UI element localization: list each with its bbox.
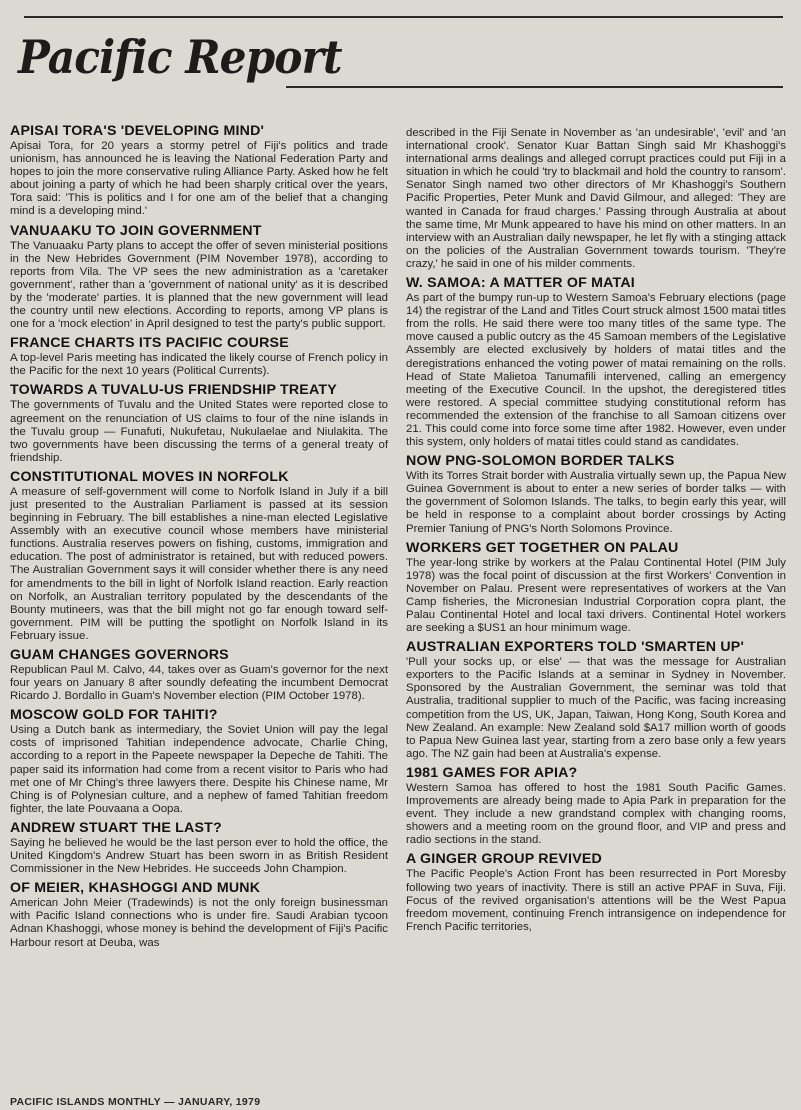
- article: [10, 881, 388, 949]
- article: [406, 766, 786, 847]
- article-body: A top-level Paris meeting has indicated the likely course of French policy in the Pacific for the next 10 years (Political Currents).: [10, 352, 388, 378]
- top-rule: [24, 16, 783, 18]
- article: [10, 383, 388, 464]
- article-headline: AUSTRALIAN EXPORTERS TOLD 'SMARTEN UP': [406, 639, 745, 656]
- article-headline: ANDREW STUART THE LAST?: [10, 819, 222, 836]
- article-body: With its Torres Strait border with Australia virtually sewn up, the Papua New Guinea Government is about to enter a new series of border talks — with the government of Solomon Islands. The talks, to begin early this year, will be held in response to a complaint about border crossings by Acting Premier Taniung of PNG's North Solomons Province.: [406, 470, 786, 535]
- article-headline: FRANCE CHARTS ITS PACIFIC COURSE: [10, 335, 289, 352]
- article-headline: OF MEIER, KHASHOGGI AND MUNK: [10, 880, 261, 897]
- article-headline: VANUAAKU TO JOIN GOVERNMENT: [10, 222, 262, 239]
- article-body: As part of the bumpy run-up to Western Samoa's February elections (page 14) the registrar of the Land and Titles Court struck almost 1500 matai titles from the rolls. He said there were too many titles of the same type. The move caused a public outcry as the 45 Samoan members of the Legislative Assembly are elected exclusively by holders of matai titles and the deregistrations enhanced the voting power of matai remaining on the rolls. Head of State Malietoa Tanumafili intervened, calling an emergency meeting of the Executive Council. In the upshot, the deregistered titles were restored. A special committee studying constitutional reform has recommended the extension of the franchise to all Samoan citizens over 21. This could come into force some time after 1982. However, even under this system, only holders of matai titles could stand as candidates.: [406, 292, 786, 449]
- article-body: Western Samoa has offered to host the 1981 South Pacific Games. Improvements are already being made to Apia Park in preparation for the event. They include a new grandstand complex with changing rooms, showers and a meeting room on the ground floor, and VIP and press and radio sections in the stand.: [406, 781, 786, 847]
- article-body: Saying he believed he would be the last person ever to hold the office, the United Kingdom's Andrew Stuart has been sworn in as British Resident Commissioner in the New Hebrides. He succeeds John Champion.: [10, 836, 388, 876]
- article-body: Using a Dutch bank as intermediary, the Soviet Union will pay the legal costs of imprisoned Tahitian independence advocate, Charlie Ching, according to a report in the Papeete newspaper la Depeche de Tahiti. The paper said its information had come from a recent visitor to Paris who had met one of Mr Ching's three lawyers there. Despite his Chinese name, Mr Ching is of Polynesian culture, and a nephew of famed Tahitian freedom fighter, the late Pouvaana a Oopa.: [10, 724, 388, 815]
- article: [406, 541, 786, 636]
- article-continuation: [406, 127, 786, 271]
- article-headline: A GINGER GROUP REVIVED: [406, 851, 602, 868]
- article: [10, 821, 388, 876]
- article: [10, 470, 388, 643]
- article: [10, 124, 388, 219]
- article-headline: WORKERS GET TOGETHER ON PALAU: [406, 539, 679, 556]
- article-body: The year-long strike by workers at the Palau Continental Hotel (PIM July 1978) was the focal point of discussion at the first Workers' Convention in November on Palau. Present were representatives of workers at the Van Camp fisheries, the Micronesian Industrial Corporation copra plant, the Palau Continental Hotel and local taxi drivers. Continental Hotel workers are seeking a $US1 an hour minimum wage.: [406, 556, 786, 635]
- article: [406, 640, 786, 761]
- article: [406, 454, 786, 535]
- article-body: Republican Paul M. Calvo, 44, takes over as Guam's governor for the next four years on January 8 after soundly defeating the incumbent Democrat Ricardo J. Bordallo in Guam's November election (PIM October 1978).: [10, 664, 388, 703]
- article: [406, 852, 786, 933]
- right-column: [406, 127, 786, 939]
- article-headline: APISAI TORA'S 'DEVELOPING MIND': [10, 123, 265, 139]
- article: [10, 336, 388, 378]
- masthead-title: Pacific Report: [18, 30, 342, 84]
- article-headline: CONSTITUTIONAL MOVES IN NORFOLK: [10, 468, 289, 485]
- article-body: described in the Fiji Senate in November as 'an undesirable', 'evil' and 'an international crook'. Senator Kuar Battan Singh said Mr Khashoggi's international arms dealings and alleged corrupt practices could put Fiji in a situation in which he could 'try to blackmail and hold the country to ransom'. Senator Singh named two other directors of Mr Khashoggi's Southern Pacific Properties, Peter Munk and David Gilmour, and alleged: 'They are wanted in Canada for fraud charges.' Passing through Australia at about the same time, Mr Munk appeared to have his mind on other matters. In an interview with an Australian daily newspaper, he let fly with a stinging attack on the policies of the Australian Government towards tourism. 'They're crazy,' he said in one of his milder comments.: [406, 127, 786, 270]
- article-body: Apisai Tora, for 20 years a stormy petrel of Fiji's politics and trade unionism, has announced he is leaving the National Federation Party and hopes to join the more conservative ruling Alliance Party. Asked how he felt about joining a party of which he had been sharply critical over the years, Tora said: 'This is politics and I for one am of the belief that a changing mind is a developing mind.': [10, 140, 388, 218]
- article: [10, 648, 388, 703]
- article-body: American John Meier (Tradewinds) is not the only foreign businessman with Pacific Island connections who is under fire. Saudi Arabian tycoon Adnan Khashoggi, whose money is behind the development of Fiji's Pacific Harbour resort at Deuba, was: [10, 897, 388, 949]
- left-column: [10, 124, 388, 955]
- article-headline: NOW PNG-SOLOMON BORDER TALKS: [406, 453, 675, 470]
- article: [406, 276, 786, 449]
- article-body: The governments of Tuvalu and the United States were reported close to agreement on the renunciation of US claims to four of the nine islands in the Tuvalu group — Funafuti, Nukufetau, Nukulaelae and Niulakita. The two governments have been discussing the terms of a general treaty of friendship.: [10, 399, 388, 464]
- article-body: The Vanuaaku Party plans to accept the offer of seven ministerial positions in the New Hebrides Government (PIM November 1978), according to reports from Vila. The VP sees the new administration as a 'caretaker government', rather than a 'government of national unity' as it is described by the 'moderate' parties. It is planned that the new government will lead the country until new elections. According to reports, among VP plans is one for a 'mock election' in April designed to test the party's public support.: [10, 239, 388, 331]
- article: [10, 224, 388, 332]
- article-headline: GUAM CHANGES GOVERNORS: [10, 647, 229, 663]
- article-headline: TOWARDS A TUVALU-US FRIENDSHIP TREATY: [10, 382, 337, 399]
- article-body: A measure of self-government will come to Norfolk Island in July if a bill just presented to the Australian Parliament is passed at its session beginning in February. The bill establishes a nine-man elected Legislative Assembly with an executive council whose members have ministerial functions. Australia reserves powers on fishing, customs, immigration and education. The post of administrator is retained, but with reduced powers. The Australian Government says it will consider whether there is any need for amendments to the bill in light of Norfolk Island reaction. Early reaction on Norfolk, an Australian territory populated by the descendants of the Bounty mutineers, was that the bill might not go far enough toward self-government. PIM will be putting the spotlight on Norfolk Island in its February issue.: [10, 485, 388, 642]
- article-headline: MOSCOW GOLD FOR TAHITI?: [10, 707, 218, 724]
- article-body: The Pacific People's Action Front has been resurrected in Port Moresby following two years of inactivity. There is still an active PPAF in Suva, Fiji. Focus of the revived organisation's attentions will be the West Papua freedom movement, continuing French intransigence on independence for French Pacific territories,: [406, 868, 786, 933]
- masthead-rule: [286, 86, 783, 88]
- article: [10, 708, 388, 816]
- article-headline: W. SAMOA: A MATTER OF MATAI: [406, 275, 635, 292]
- article-body: 'Pull your socks up, or else' — that was the message for Australian exporters to the Pacific Islands at a seminar in Sydney in November. Sponsored by the Australian Government, the seminar was told that Australia, traditional supplier to much of the Pacific, was facing increasing competition from the US, UK, Japan, Taiwan, Hong Kong, South Korea and New Zealand. An example: New Zealand sold $A17 million worth of goods to Papua New Guinea last year, starting from a zero base only a few years ago. The NZ gain had been at Australia's expense.: [406, 656, 786, 760]
- page-footer: PACIFIC ISLANDS MONTHLY — JANUARY, 1979: [10, 1096, 261, 1108]
- article-headline: 1981 GAMES FOR APIA?: [406, 764, 578, 781]
